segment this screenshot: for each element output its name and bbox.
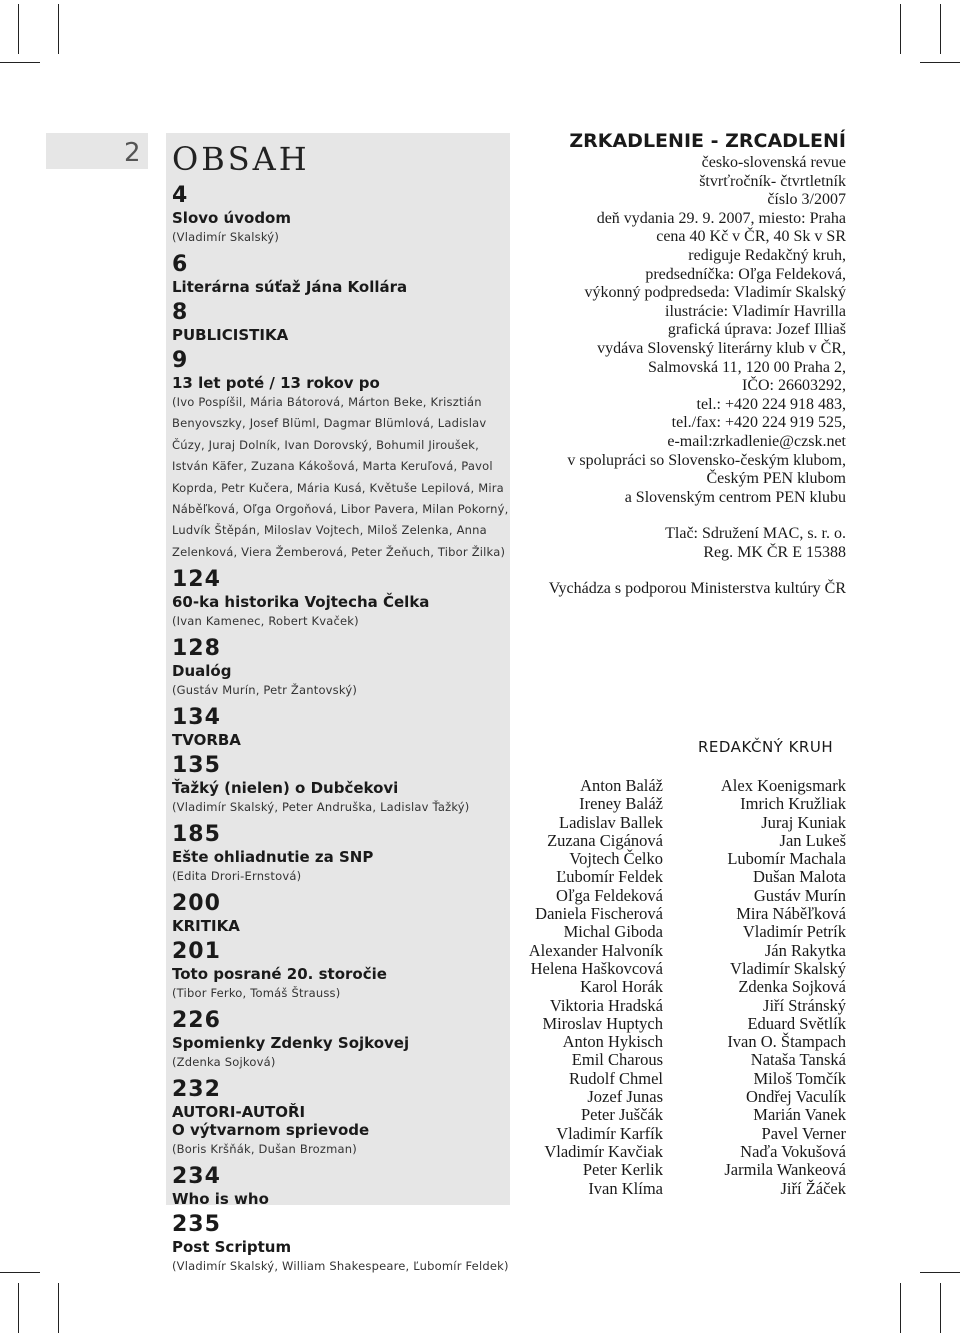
colophon-line: cena 40 Kč v ČR, 40 Sk v SR [656,228,846,246]
colophon-line: rediguje Redakčný kruh, [688,246,846,264]
toc-page-number: 235 [172,1212,221,1238]
colophon-line: grafická úprava: Jozef Illiaš [667,321,846,339]
editorial-board-member: Daniela Fischerová [535,904,663,924]
toc-entry[interactable] [172,753,510,818]
toc-entry-title: 13 let poté / 13 rokov po [172,374,380,392]
magazine-title: ZRKADLENIE - ZRCADLENÍ [569,130,846,152]
editorial-board-member: Vojtech Čelko [569,849,663,869]
toc-entry[interactable] [172,891,510,935]
colophon-line: predsedníčka: Oľga Feldeková, [645,265,846,283]
toc-entry[interactable] [172,567,510,632]
toc-entry-authors: (Vladimír Skalský, William Shakespeare, Ľubomír Feldek) [172,1259,509,1274]
toc-entry-authors: (Edita Drori-Ernstová) [172,869,302,884]
colophon-line: výkonný podpredseda: Vladimír Skalský [584,284,846,302]
editorial-board-member: Ondřej Vaculík [745,1087,846,1107]
editorial-board-member: Oľga Feldeková [555,885,663,905]
crop-mark [900,4,901,54]
colophon-line: česko-slovenská revue [701,154,846,171]
toc-entry-title: PUBLICISTIKA [172,326,289,344]
editorial-board-member: Rudolf Chmel [569,1068,663,1088]
toc-entry-authors: (Ivan Kamenec, Robert Kvaček) [172,614,359,629]
crop-mark [0,62,40,63]
editorial-board-member: Ivan Klíma [588,1178,663,1198]
crop-mark [940,1283,941,1333]
toc-entry-authors: (Vladimír Skalský, Peter Andruška, Ladislav Ťažký) [172,800,470,815]
toc-entry-authors: (Ivo Pospíšil, Mária Bátorová, Márton Beke, Krisztián Benyovszky, Josef Blüml, Dagmar Blümlová, Ladislav Čúzy, Juraj Dolník, Ivan Dorovský, Bohumil Jiroušek, István Käfer, Zuzana Kákošová, Marta Keruľová, Pavol Koprda, Petr Kučera, Mária Kusá, Květuše Lepilová, Mira Náběľková, Oľga Orgoňová, Libor Pavera, Milan Pokorný, Ludvík Štěpán, Miloslav Vojtech, Miloš Zelenka, Anna Zelenková, Viera Žemberová, Peter Žeňuch, Tibor Žilka) [172,395,509,559]
editorial-board-member: Anton Hykisch [562,1032,663,1052]
colophon-line: IČO: 26603292, [742,377,846,395]
colophon-line: a Slovenským centrom PEN klubu [624,488,846,506]
toc-page-number: 4 [172,183,189,208]
toc-entry[interactable] [172,300,510,344]
editorial-board-member: Zdenka Sojková [738,977,846,997]
editorial-board-member: Miloš Tomčík [753,1068,846,1088]
crop-mark [18,4,19,54]
editorial-board-member: Peter Kerlik [582,1160,663,1180]
colophon-email[interactable]: e-mail:zrkadlenie@czsk.net [667,432,846,450]
editorial-board-member: Pavel Verner [761,1123,846,1143]
editorial-board-member: Juraj Kuniak [761,812,846,832]
crop-mark [58,4,59,54]
editorial-board-member: Dušan Malota [752,867,846,887]
toc-entry[interactable] [172,705,510,749]
toc-entry[interactable] [172,252,510,296]
editorial-board-member: Jiří Stránský [763,995,846,1015]
colophon [512,128,846,599]
crop-mark [58,1283,59,1333]
toc-entry-authors: (Boris Kršňák, Dušan Brozman) [172,1142,357,1157]
toc-entry[interactable] [172,348,510,563]
editorial-board-list-left [500,777,663,1198]
colophon-line: tel.: +420 224 918 483, [696,395,846,413]
toc-page-number: 232 [172,1077,221,1103]
editorial-board-member: Alexander Halvoník [528,940,663,960]
crop-mark [18,1283,19,1333]
editorial-board-heading: REDAKČNÝ KRUH [698,738,834,756]
editorial-board-member: Marián Vanek [753,1105,846,1125]
editorial-board-member: Eduard Světlík [747,1013,846,1033]
toc-page-number: 234 [172,1164,221,1190]
toc-entry[interactable] [172,822,510,887]
table-of-contents [166,133,510,1274]
editorial-board-member: Karol Horák [580,977,663,997]
toc-page-number: 185 [172,822,221,848]
toc-entry-subtitle: O výtvarnom sprievode [172,1121,370,1140]
crop-mark [0,1272,40,1273]
editorial-board-member: Vladimír Skalský [730,958,846,978]
toc-page-number: 200 [172,891,221,917]
toc-entry-title: Who is who [172,1190,269,1209]
toc-entry[interactable] [172,1077,510,1160]
editorial-board-member: Imrich Kružliak [740,794,846,814]
colophon-line: číslo 3/2007 [767,191,846,209]
editorial-board-member: Ľubomír Feldek [556,867,663,887]
colophon-line: štvrťročník- čtvrtletník [699,172,846,190]
editorial-board-member: Anton Baláž [580,776,663,795]
editorial-board-member: Ireney Baláž [579,794,663,814]
toc-entry-authors: (Gustáv Murín, Petr Žantovský) [172,683,358,698]
colophon-line: Salmovská 11, 120 00 Praha 2, [647,358,846,376]
toc-entry[interactable] [172,1008,510,1073]
crop-mark [900,1283,901,1333]
toc-entry-title: Slovo úvodom [172,209,291,227]
colophon-line: v spolupráci so Slovensko-českým klubom, [567,451,846,469]
toc-entry[interactable] [172,183,510,248]
editorial-board-member: Jiří Žáček [780,1178,846,1198]
colophon-line: Tlač: Sdružení MAC, s. r. o. [665,525,846,543]
toc-entry-title: TVORBA [172,731,241,750]
toc-entry[interactable] [172,1212,510,1277]
toc-entry-title: 60-ka historika Vojtecha Čelka [172,593,430,612]
colophon-line: Českým PEN klubom [706,470,846,488]
toc-entry-title: Spomienky Zdenky Sojkovej [172,1034,410,1053]
editorial-board-member: Lubomír Machala [727,849,846,869]
support-note: Vychádza s podporou Ministerstva kultúry ČR [548,580,846,598]
toc-entry-authors: (Zdenka Sojková) [172,1055,276,1070]
toc-page-number: 134 [172,705,221,731]
toc-page-number: 6 [172,252,189,277]
colophon-line: vydáva Slovenský literárny klub v ČR, [597,339,846,357]
toc-entry-title: AUTORI-AUTOŘI [172,1103,306,1122]
editorial-board-member: Michal Giboda [563,922,663,942]
editorial-board-member: Mira Náběľková [736,904,846,924]
toc-entry-authors: (Vladimír Skalský) [172,230,280,244]
toc-entry-authors: (Tibor Ferko, Tomáš Štrauss) [172,986,341,1001]
toc-page-number: 135 [172,753,221,779]
crop-mark [940,4,941,54]
editorial-board-member: Viktoria Hradská [549,995,663,1015]
page-number: 2 [124,138,141,168]
editorial-board-member: Ivan O. Štampach [727,1032,846,1052]
editorial-board-member: Gustáv Murín [753,885,846,905]
toc-entry[interactable] [172,636,510,701]
editorial-board-member: Emil Charous [571,1050,663,1070]
editorial-board-member: Nataša Tanská [750,1050,846,1070]
toc-page-number: 8 [172,300,189,325]
toc-title: OBSAH [172,140,310,178]
colophon-line: Reg. MK ČR E 15388 [703,543,846,561]
toc-entry[interactable] [172,939,510,1004]
toc-entry-title: Post Scriptum [172,1238,292,1257]
crop-mark [920,1272,960,1273]
toc-page-number: 9 [172,348,189,373]
toc-entry[interactable] [172,1164,510,1208]
toc-page-number: 201 [172,939,221,965]
editorial-board-member: Zuzana Cigánová [547,830,663,850]
editorial-board-list-right [680,777,846,1198]
toc-entry-title: KRITIKA [172,917,240,936]
editorial-board-member: Vladimír Kavčiak [544,1141,663,1161]
editorial-board-member: Helena Haškovcová [530,958,663,978]
colophon-line: tel./fax: +420 224 919 525, [671,414,846,432]
editorial-board-member: Ján Rakytka [764,940,846,960]
toc-page-number: 226 [172,1008,221,1034]
editorial-board-member: Vladimír Petrík [742,922,846,942]
toc-page-number: 124 [172,567,221,593]
editorial-board-member: Vladimír Karfík [556,1123,663,1143]
editorial-board-member: Jozef Junas [587,1087,663,1107]
colophon-line: ilustrácie: Vladimír Havrilla [665,302,846,320]
toc-entry-title: Ešte ohliadnutie za SNP [172,848,374,867]
editorial-board-member: Jan Lukeš [779,830,846,850]
toc-entry-title: Toto posrané 20. storočie [172,965,387,984]
toc-entry-title: Dualóg [172,662,232,681]
colophon-line: deň vydania 29. 9. 2007, miesto: Praha [596,209,846,227]
editorial-board-member: Ladislav Ballek [558,812,663,832]
editorial-board-member: Miroslav Huptych [542,1013,663,1033]
crop-mark [920,62,960,63]
editorial-board-member: Naďa Vokušová [740,1141,846,1161]
editorial-board-member: Jarmila Wankeová [724,1160,846,1180]
editorial-board-member: Peter Juščák [580,1105,663,1125]
toc-page-number: 128 [172,636,221,662]
toc-entry-title: Ťažký (nielen) o Dubčekovi [172,779,399,798]
editorial-board-member: Alex Koenigsmark [720,776,846,795]
toc-entry-title: Literárna súťaž Jána Kollára [172,278,408,296]
